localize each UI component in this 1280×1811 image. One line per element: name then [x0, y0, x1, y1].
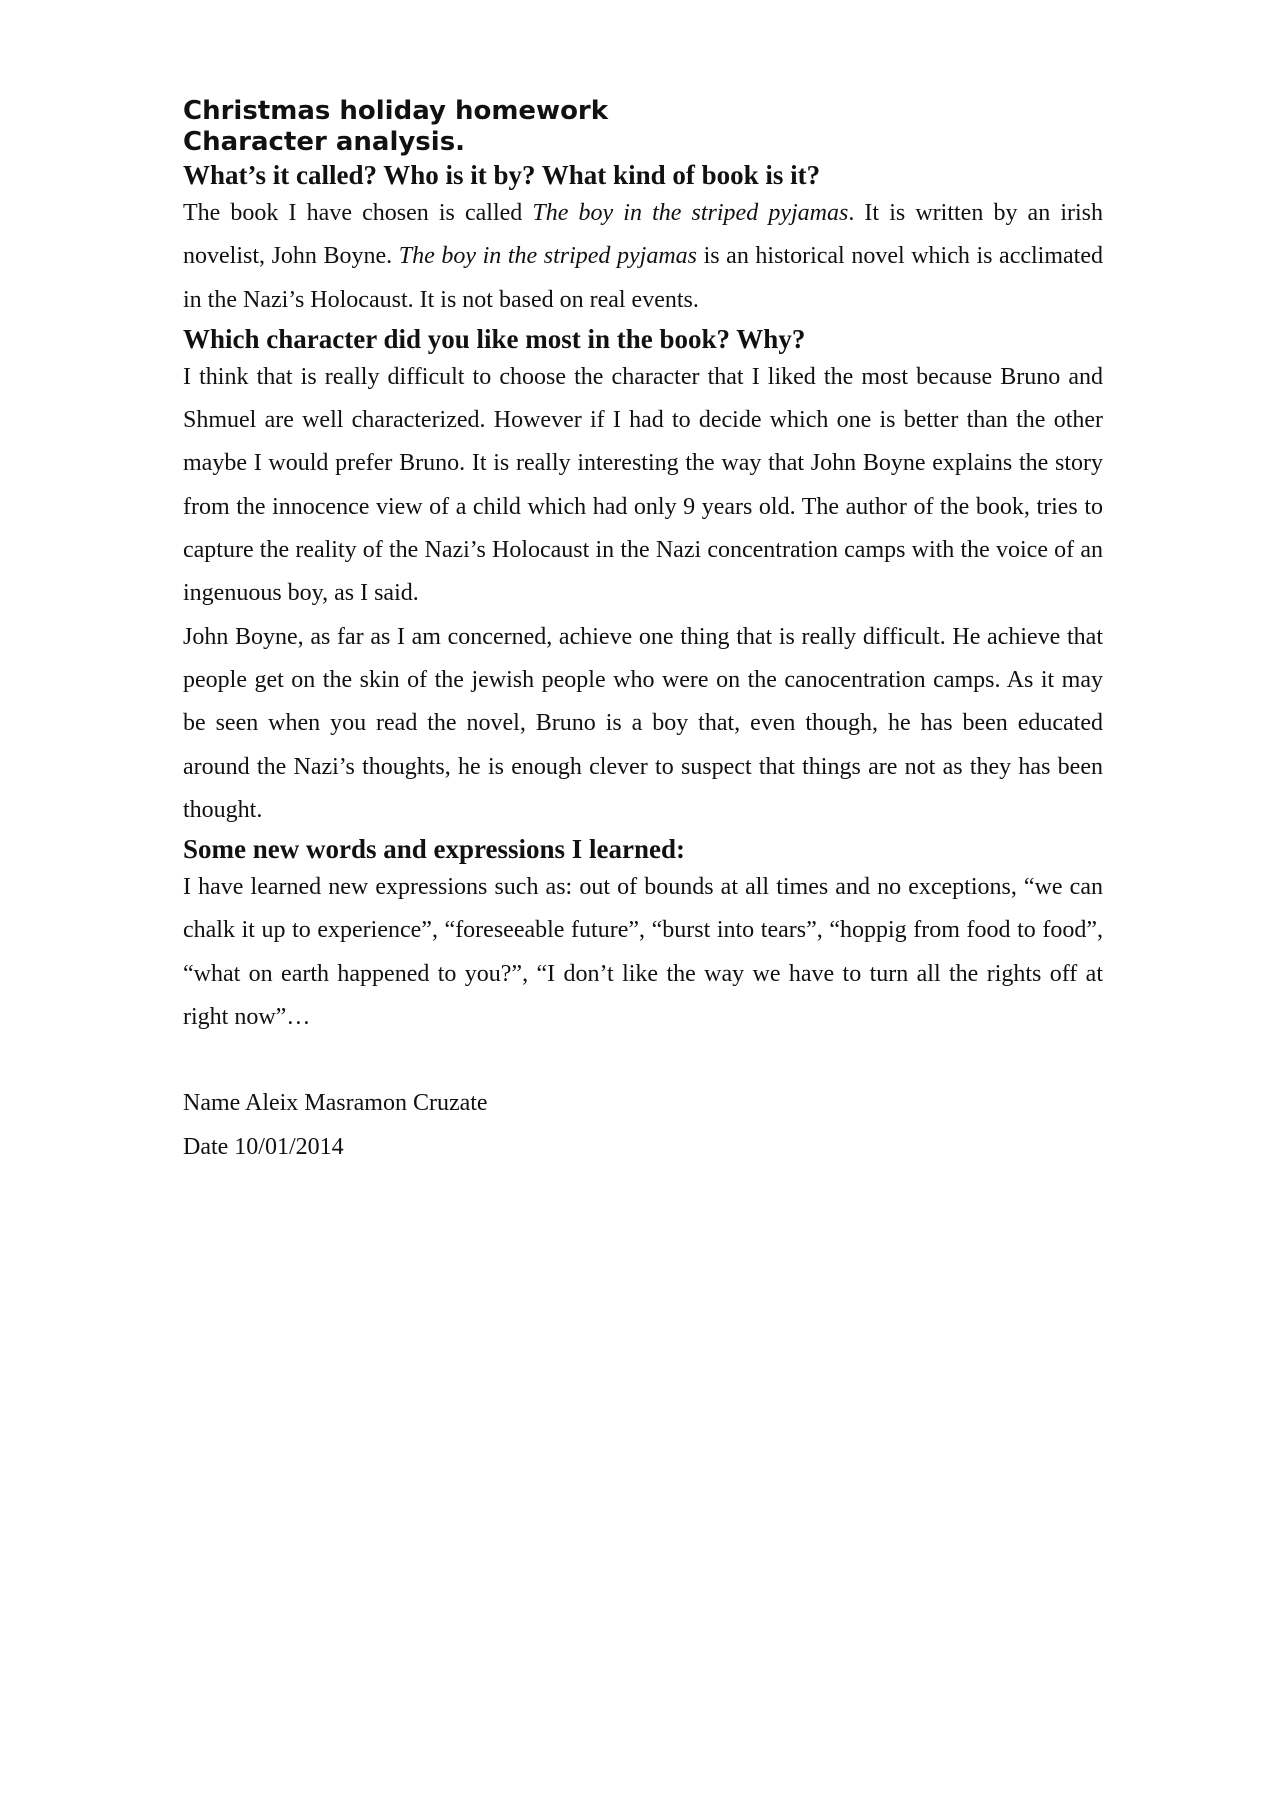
- book-info-paragraph: [183, 192, 1103, 322]
- section-heading-new-words: Some new words and expressions I learned:: [183, 834, 686, 865]
- signature-block: [183, 1082, 1103, 1169]
- submission-date: Date 10/01/2014: [183, 1133, 344, 1160]
- section-heading-favourite-character: Which character did you like most in the book? Why?: [183, 323, 806, 354]
- favourite-character-paragraph-2: John Boyne, as far as I am concerned, achieve one thing that is really difficult. He achieve that people get on the skin of the jewish people who were on the canocentration camps. As it may be seen when you read the novel, Bruno is a boy that, even though, he has been educated around the Nazi’s thoughts, he is enough clever to suspect that things are not as they has been thought.: [183, 623, 1103, 823]
- favourite-character-paragraph-1: I think that is really difficult to choose the character that I liked the most because Bruno and Shmuel are well characterized. However if I had to decide which one is better than the other maybe I would prefer Bruno. It is really interesting the way that John Boyne explains the story from the innocence view of a child which had only 9 years old. The author of the book, tries to capture the reality of the Nazi’s Holocaust in the Nazi concentration camps with the voice of an ingenuous boy, as I said.: [183, 363, 1103, 607]
- book-info-text-3: is an historical novel which is acclimated in the Nazi’s Holocaust. It is not based on real events.: [183, 243, 1103, 313]
- book-info-text-2: . It is written by an irish novelist, John Boyne.: [183, 200, 1104, 270]
- book-title-italic-1: The boy in the striped pyjamas: [532, 200, 849, 226]
- book-title-italic-2: The boy in the striped pyjamas: [398, 243, 697, 270]
- student-name: Name Aleix Masramon Cruzate: [183, 1090, 488, 1117]
- title-line-1: Christmas holiday homework: [183, 96, 609, 126]
- document-title: [183, 96, 1103, 158]
- section-heading-book-info: What’s it called? Who is it by? What kind of book is it?: [183, 160, 821, 190]
- title-line-2: Character analysis.: [183, 127, 466, 157]
- book-info-text-1: The book I have chosen is called: [183, 200, 533, 226]
- new-words-paragraph: I have learned new expressions such as: out of bounds at all times and no exceptions, “we can chalk it up to experience”, “foreseeable future”, “burst into tears”, “hoppig from food to food”, “what on earth happened to you?”, “I don’t like the way we have to turn all the rights off at right now”…: [183, 874, 1103, 1031]
- document-content: [183, 96, 1103, 1169]
